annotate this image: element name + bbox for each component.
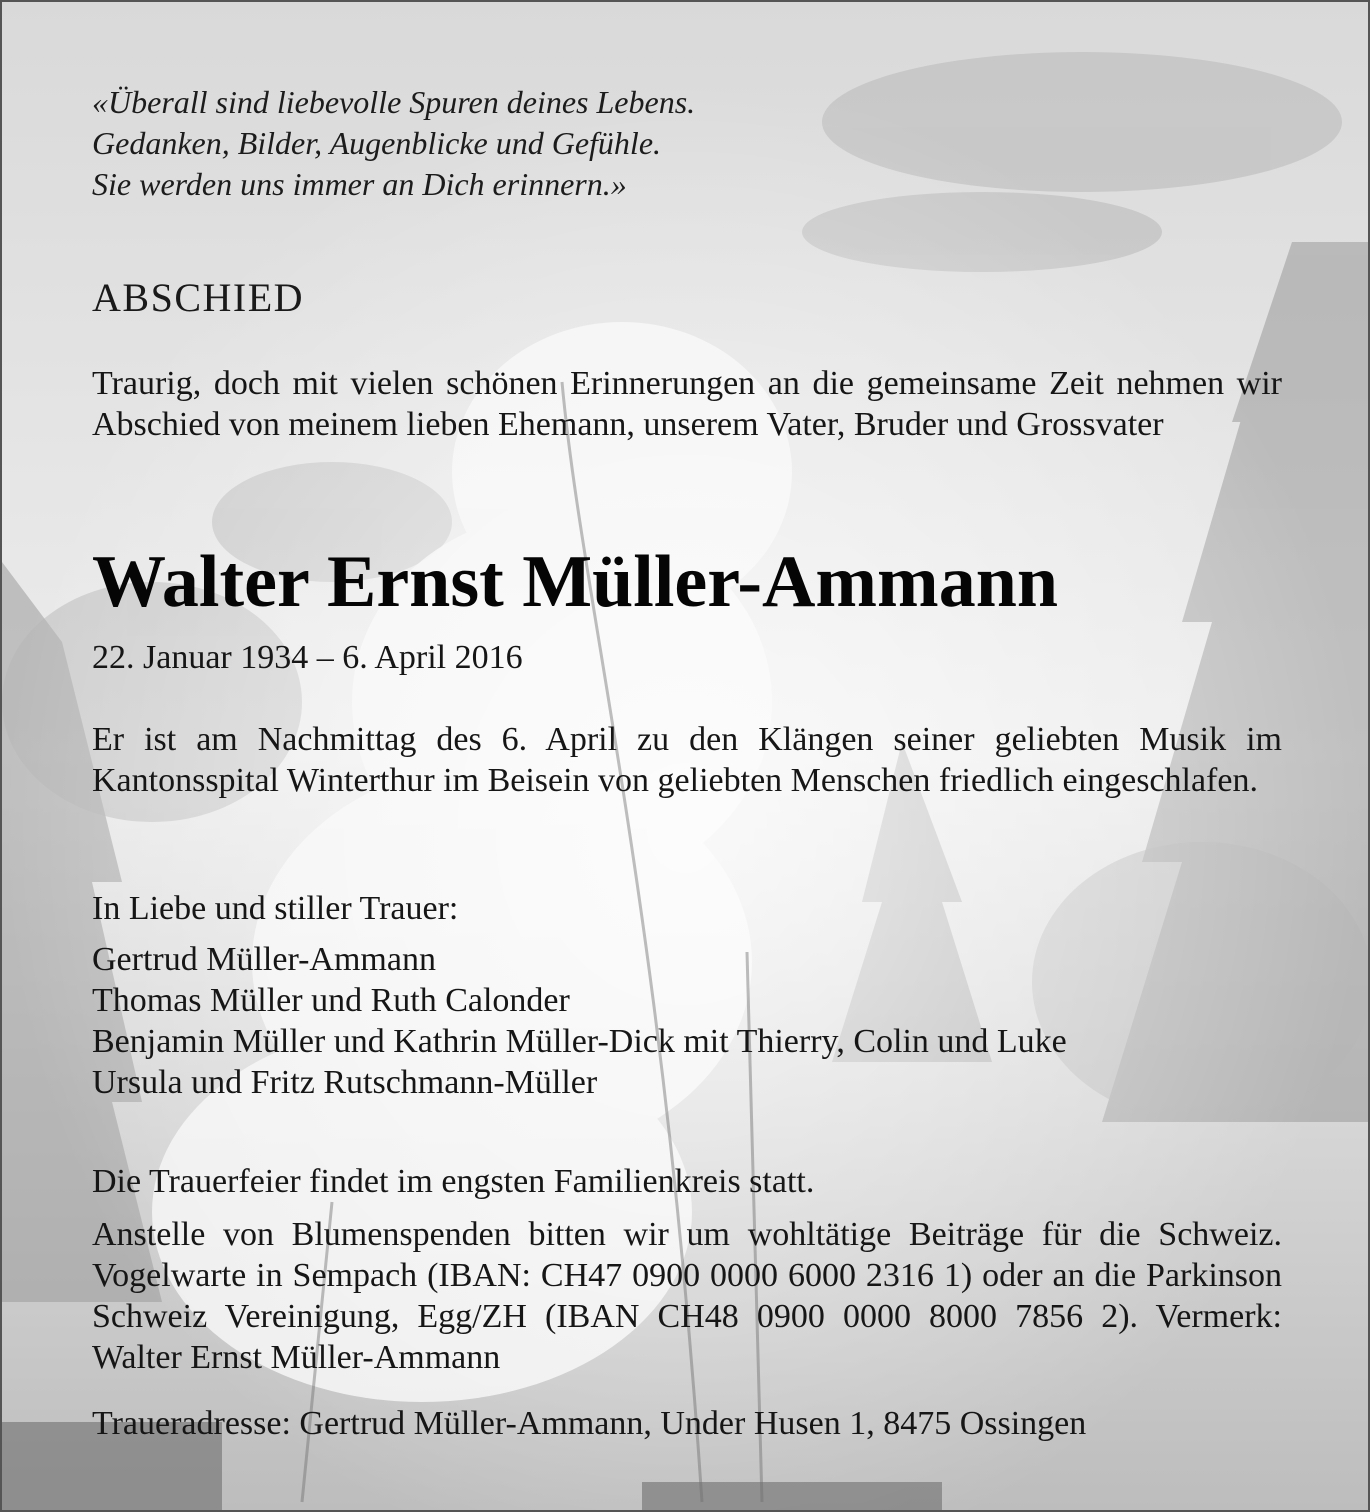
memorial-quote <box>92 82 992 205</box>
intro-paragraph: Traurig, doch mit vielen schönen Erinnerungen an die gemeinsame Zeit nehmen wir Abschied von meinem lieben Ehemann, unserem Vater, Bruder und Grossvater <box>92 365 1282 443</box>
life-dates: 22. Januar 1934 – 6. April 2016 <box>92 639 523 676</box>
mourners-label: In Liebe und stiller Trauer: <box>92 890 459 927</box>
donations-paragraph: Anstelle von Blumenspenden bitten wir um wohltätige Beiträge für die Schweiz. Vogelwarte in Sempach (IBAN: CH47 0900 0000 6000 2316 1) oder an die Parkinson Schweiz Vereinigung, Egg/ZH (IBAN CH48 0900 0000 8000 7856 2). Vermerk: Walter Ernst Müller-Ammann <box>92 1216 1282 1376</box>
mourner-name: Benjamin Müller und Kathrin Müller-Dick mit Thierry, Colin und Luke <box>92 1023 1067 1060</box>
mourner-name: Thomas Müller und Ruth Calonder <box>92 982 570 1019</box>
ceremony-note: Die Trauerfeier findet im engsten Familienkreis statt. <box>92 1163 815 1200</box>
mourning-address: Traueradresse: Gertrud Müller-Ammann, Under Husen 1, 8475 Ossingen <box>92 1405 1087 1442</box>
mourners-list <box>92 939 1067 1103</box>
mourner-name: Ursula und Fritz Rutschmann-Müller <box>92 1064 598 1101</box>
quote-line: «Überall sind liebevolle Spuren deines Lebens. <box>92 84 696 120</box>
mourner-name: Gertrud Müller-Ammann <box>92 941 436 978</box>
quote-line: Gedanken, Bilder, Augenblicke und Gefühle. <box>92 125 662 161</box>
notice-heading: ABSCHIED <box>92 275 305 320</box>
quote-line: Sie werden uns immer an Dich erinnern.» <box>92 166 627 202</box>
deceased-name: Walter Ernst Müller-Ammann <box>92 541 1059 623</box>
passing-paragraph: Er ist am Nachmittag des 6. April zu den Klängen seiner geliebten Musik im Kantonsspital Winterthur im Beisein von geliebten Menschen friedlich eingeschlafen. <box>92 721 1282 799</box>
